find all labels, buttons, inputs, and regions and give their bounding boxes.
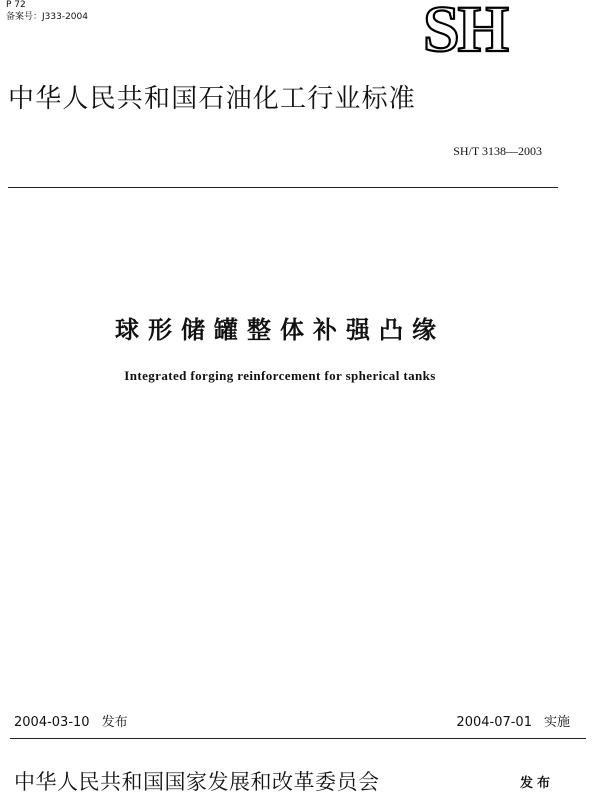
issuer-suffix: 发布	[520, 776, 555, 791]
document-title-cn: 球形储罐整体补强凸缘	[115, 316, 445, 344]
implement-date-line	[456, 711, 570, 730]
issue-label: 发布	[101, 715, 128, 730]
issue-date-line	[14, 711, 128, 730]
classification-code: P 72	[6, 0, 26, 10]
standard-number: SH/T 3138—2003	[453, 144, 542, 158]
top-divider	[8, 187, 558, 188]
category-title: 中华人民共和国石油化工行业标准	[8, 84, 417, 114]
svg-text:SH: SH	[422, 1, 508, 55]
filing-number: 备案号：J333-2004	[6, 12, 88, 22]
bottom-divider	[10, 738, 586, 739]
implement-date: 2004-07-01	[456, 715, 532, 730]
document-title-en: Integrated forging reinforcement for spherical tanks	[124, 368, 436, 383]
issuer-name: 中华人民共和国国家发展和改革委员会	[14, 770, 380, 794]
issue-date: 2004-03-10	[14, 715, 90, 730]
sh-logo	[398, 1, 533, 55]
implement-label: 实施	[543, 715, 570, 730]
